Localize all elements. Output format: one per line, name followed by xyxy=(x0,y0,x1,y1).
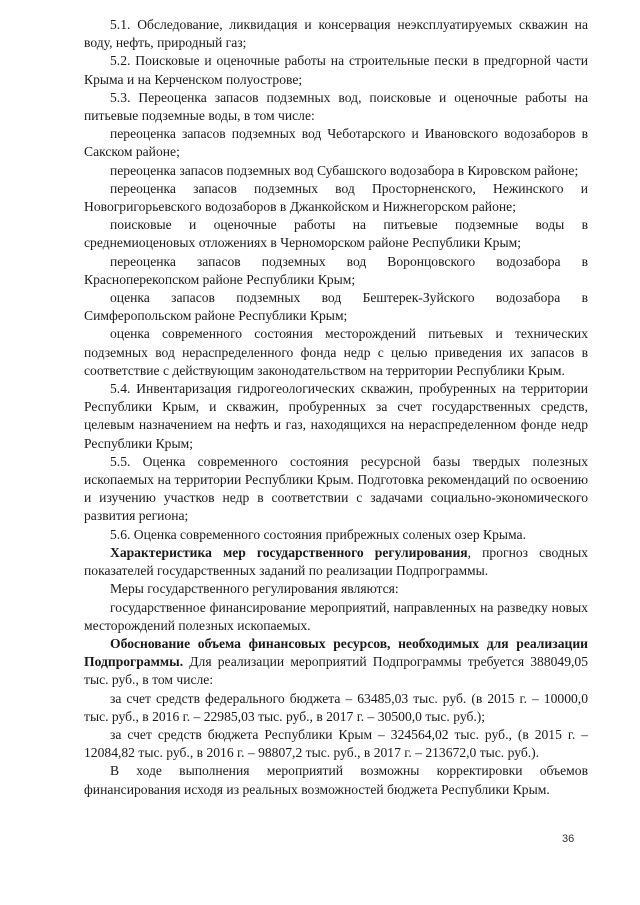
paragraph-5-2: 5.2. Поисковые и оценочные работы на строительные пески в предгорной части Крыма и на Керченском полуострове; xyxy=(84,53,588,87)
list-item-vorontsovsky: переоценка запасов подземных вод Воронцовского водозабора в Красноперекопском районе Республики Крым; xyxy=(84,253,588,287)
regulation-heading-rest: , прогноз сводных показателей государственных заданий по реализации Подпрограммы. xyxy=(84,544,589,579)
list-item-current-state: оценка современного состояния месторождений питьевых и технических подземных вод нераспределенного фонда недр с целью приведения их запасов в соответствие с действующим законодательством на территории Республики Крым. xyxy=(84,326,588,378)
financing-heading-rest: Для реализации мероприятий Подпрограммы требуется 388049,05 тыс. руб., в том числе: xyxy=(84,654,588,688)
regulation-heading: Характеристика мер государственного регулирования xyxy=(110,544,468,560)
financing-federal: за счет средств федерального бюджета – 63485,03 тыс. руб. (в 2015 г. – 10000,0 тыс. руб., в 2016 г. – 22985,03 тыс. руб., в 2017 г. – 30500,0 тыс. руб.); xyxy=(84,690,588,724)
financing-closing: В ходе выполнения мероприятий возможны корректировки объемов финансирования исходя из реальных возможностей бюджета Республики Крым. xyxy=(84,763,588,797)
regulation-paragraph xyxy=(84,544,588,580)
paragraph-5-5: 5.5. Оценка современного состояния ресурсной базы твердых полезных ископаемых на территории Республики Крым. Подготовка рекомендаций по освоению и изучению участков недр в соответствии с задачами социально-экономического развития региона; xyxy=(84,453,588,524)
list-item-prostornensky: переоценка запасов подземных вод Просторненского, Нежинского и Новогригорьевского водозаборов в Джанкойском и Нижнегорском районе; xyxy=(84,180,588,215)
financing-paragraph xyxy=(84,635,588,690)
list-item-chebotarsky: переоценка запасов подземных вод Чеботарского и Ивановского водозаборов в Сакском районе; xyxy=(84,126,588,160)
financing-heading: Обоснование объема финансовых ресурсов, необходимых для реализации Подпрограммы. xyxy=(84,635,588,670)
paragraph-5-6: 5.6. Оценка современного состояния прибрежных соленых озер Крыма. xyxy=(110,526,526,542)
financing-regional: за счет средств бюджета Республики Крым – 324564,02 тыс. руб., (в 2015 г. – 12084,82 тыс. руб., в 2016 г. – 98807,2 тыс. руб., в 2017 г. – 213672,0 тыс. руб.). xyxy=(84,726,588,761)
paragraph-5-3: 5.3. Переоценка запасов подземных вод, поисковые и оценочные работы на питьевые подземные воды, в том числе: xyxy=(84,89,588,124)
measures-item: государственное финансирование мероприятий, направленных на разведку новых месторождений полезных ископаемых. xyxy=(84,599,588,633)
list-item-beshterek: оценка запасов подземных вод Бештерек-Зуйского водозабора в Симферопольском районе Республики Крым; xyxy=(84,290,588,324)
list-item-subashsky: переоценка запасов подземных вод Субашского водозабора в Кировском районе; xyxy=(110,162,579,178)
measures-intro: Меры государственного регулирования являются: xyxy=(110,581,399,597)
paragraph-5-4: 5.4. Инвентаризация гидрогеологических скважин, пробуренных на территории Республики Крым, и скважин, пробуренных за счет государственных средств, целевым назначением на нефть и газ, находящихся на нераспределенном фонде недр Республики Крым; xyxy=(84,381,588,451)
paragraph-5-1: 5.1. Обследование, ликвидация и консервация неэксплуатируемых скважин на воду, нефть, природный газ; xyxy=(84,17,588,51)
list-item-chernomorsky: поисковые и оценочные работы на питьевые подземные воды в среднемиоценовых отложениях в Черноморском районе Республики Крым; xyxy=(84,217,588,251)
page-number: 36 xyxy=(562,833,575,845)
